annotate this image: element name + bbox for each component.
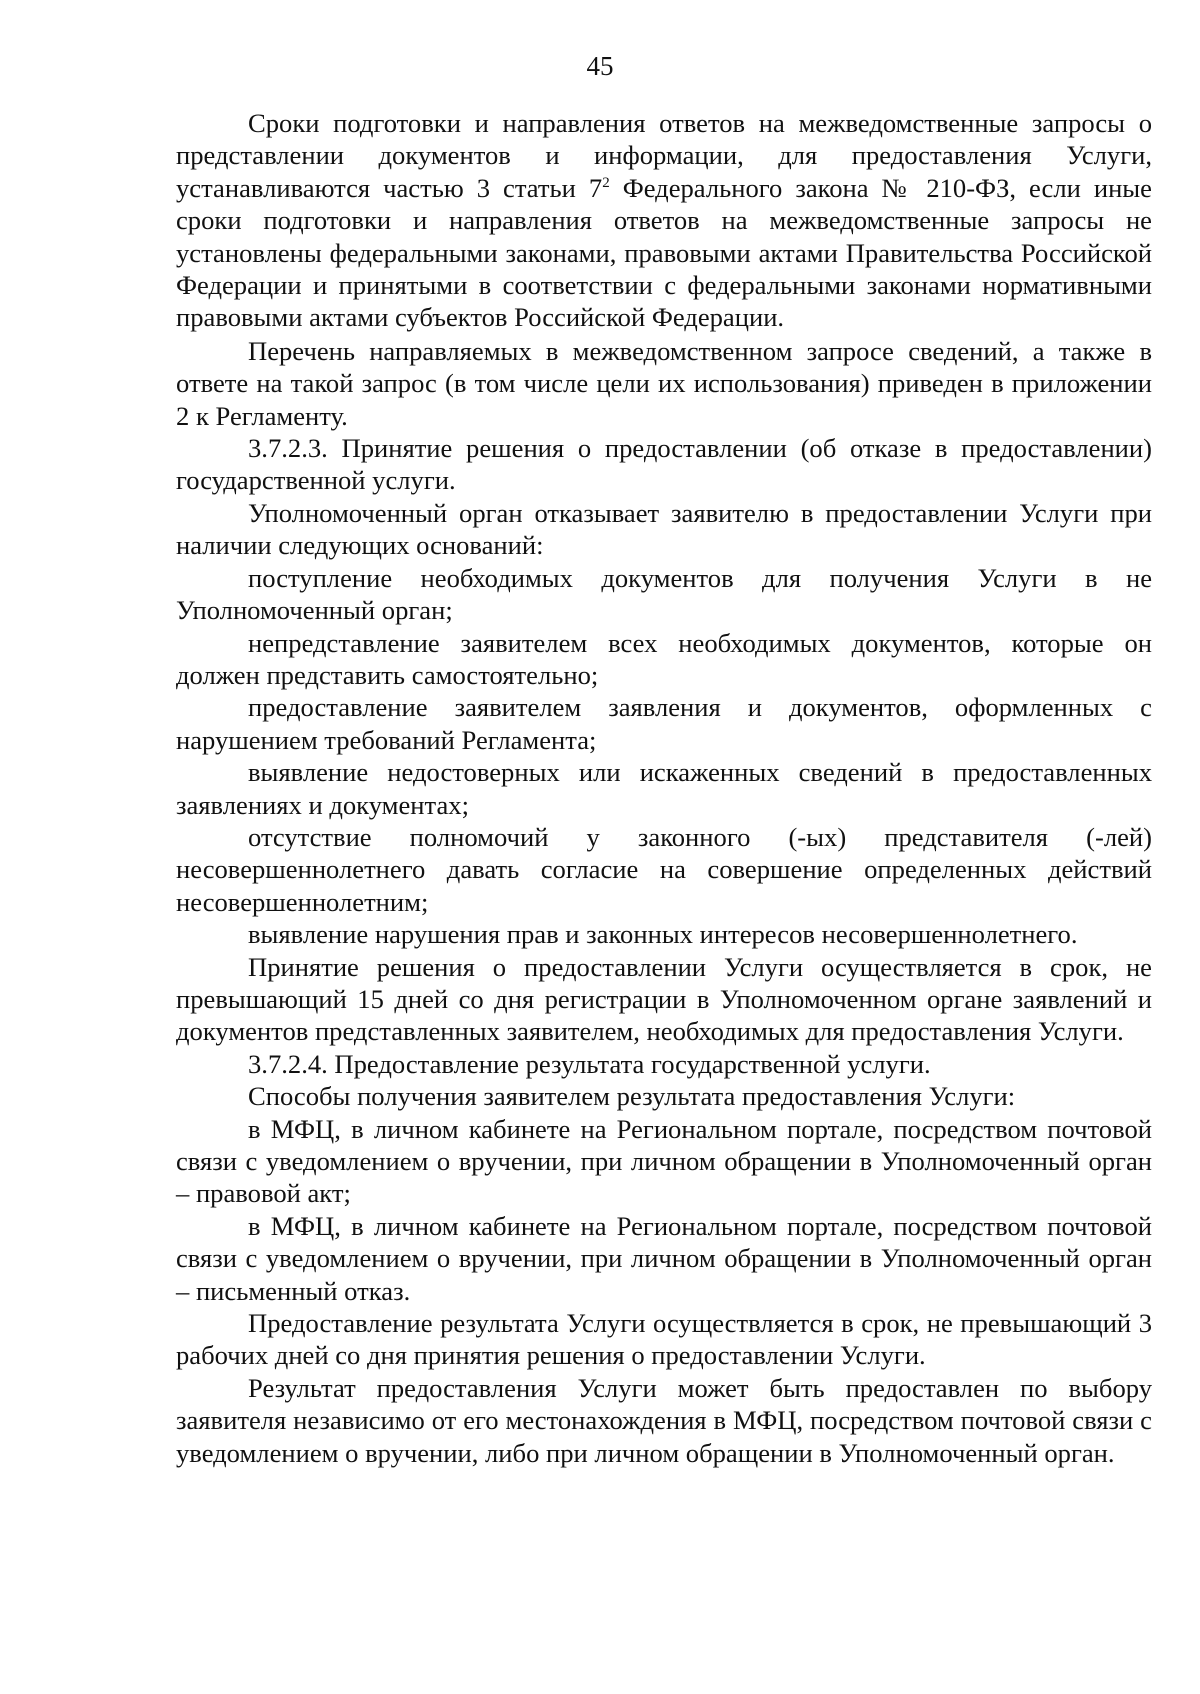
paragraph-1-text: Сроки подготовки и направления ответов на межведомственные запросы о представлении документов и информации, для предоставления Услуги, устанавливаются частью 3 статьи 7 bbox=[176, 108, 1152, 203]
paragraph-5: Принятие решения о предоставлении Услуги осуществляется в срок, не превышающий 15 дней со дня регистрации в Уполномоченном органе заявлений и документов представленных заявителем, необходимых для предоставления Услуги. bbox=[176, 951, 1152, 1047]
list-item-5: отсутствие полномочий у законного (-ых) представителя (-лей) несовершеннолетнего давать согласие на совершение определенных действий несовершеннолетним; bbox=[176, 821, 1152, 917]
paragraph-2: Перечень направляемых в межведомственном запросе сведений, а также в ответе на такой запрос (в том числе цели их использования) приведен в приложении 2 к Регламенту. bbox=[176, 335, 1152, 431]
paragraph-9: Результат предоставления Услуги может быть предоставлен по выбору заявителя независимо от его местонахождения в МФЦ, посредством почтовой связи с уведомлением о вручении, либо при личном обращении в Уполномоченный орган. bbox=[176, 1372, 1152, 1468]
superscript: 2 bbox=[602, 174, 610, 191]
list-item-1: поступление необходимых документов для получения Услуги в не Уполномоченный орган; bbox=[176, 562, 1152, 626]
paragraph-1 bbox=[176, 107, 1152, 334]
paragraph-8: Предоставление результата Услуги осуществляется в срок, не превышающий 3 рабочих дней со дня принятия решения о предоставлении Услуги. bbox=[176, 1308, 1152, 1371]
page-number: 45 bbox=[586, 51, 614, 81]
paragraph-4: Уполномоченный орган отказывает заявителю в предоставлении Услуги при наличии следующих оснований: bbox=[176, 497, 1152, 561]
list-item-8: в МФЦ, в личном кабинете на Региональном портале, посредством почтовой связи с уведомлением о вручении, при личном обращении в Уполномоченный орган – письменный отказ. bbox=[176, 1210, 1152, 1306]
list-item-2: непредставление заявителем всех необходимых документов, которые он должен представить самостоятельно; bbox=[176, 627, 1152, 690]
paragraph-7: Способы получения заявителем результата предоставления Услуги: bbox=[248, 1081, 1016, 1112]
list-item-6: выявление нарушения прав и законных интересов несовершеннолетнего. bbox=[248, 919, 1078, 950]
paragraph-1-text-cont: Федерального закона № 210-ФЗ, если иные сроки подготовки и направления ответов на межведомственные запросы не установлены федеральными законами, правовыми актами Правительства Российской Федерации и принятыми в соответствии с федеральными законами нормативными правовыми актами субъектов Российской Федерации. bbox=[176, 172, 1152, 333]
paragraph-3: 3.7.2.3. Принятие решения о предоставлении (об отказе в предоставлении) государственной услуги. bbox=[176, 433, 1152, 496]
paragraph-6: 3.7.2.4. Предоставление результата государственной услуги. bbox=[248, 1048, 931, 1079]
list-item-7: в МФЦ, в личном кабинете на Региональном портале, посредством почтовой связи с уведомлением о вручении, при личном обращении в Уполномоченный орган – правовой акт; bbox=[176, 1113, 1152, 1209]
document-body bbox=[176, 107, 1152, 1469]
list-item-3: предоставление заявителем заявления и документов, оформленных с нарушением требований Регламента; bbox=[176, 692, 1152, 755]
list-item-4: выявление недостоверных или искаженных сведений в предоставленных заявлениях и документах; bbox=[176, 757, 1152, 820]
